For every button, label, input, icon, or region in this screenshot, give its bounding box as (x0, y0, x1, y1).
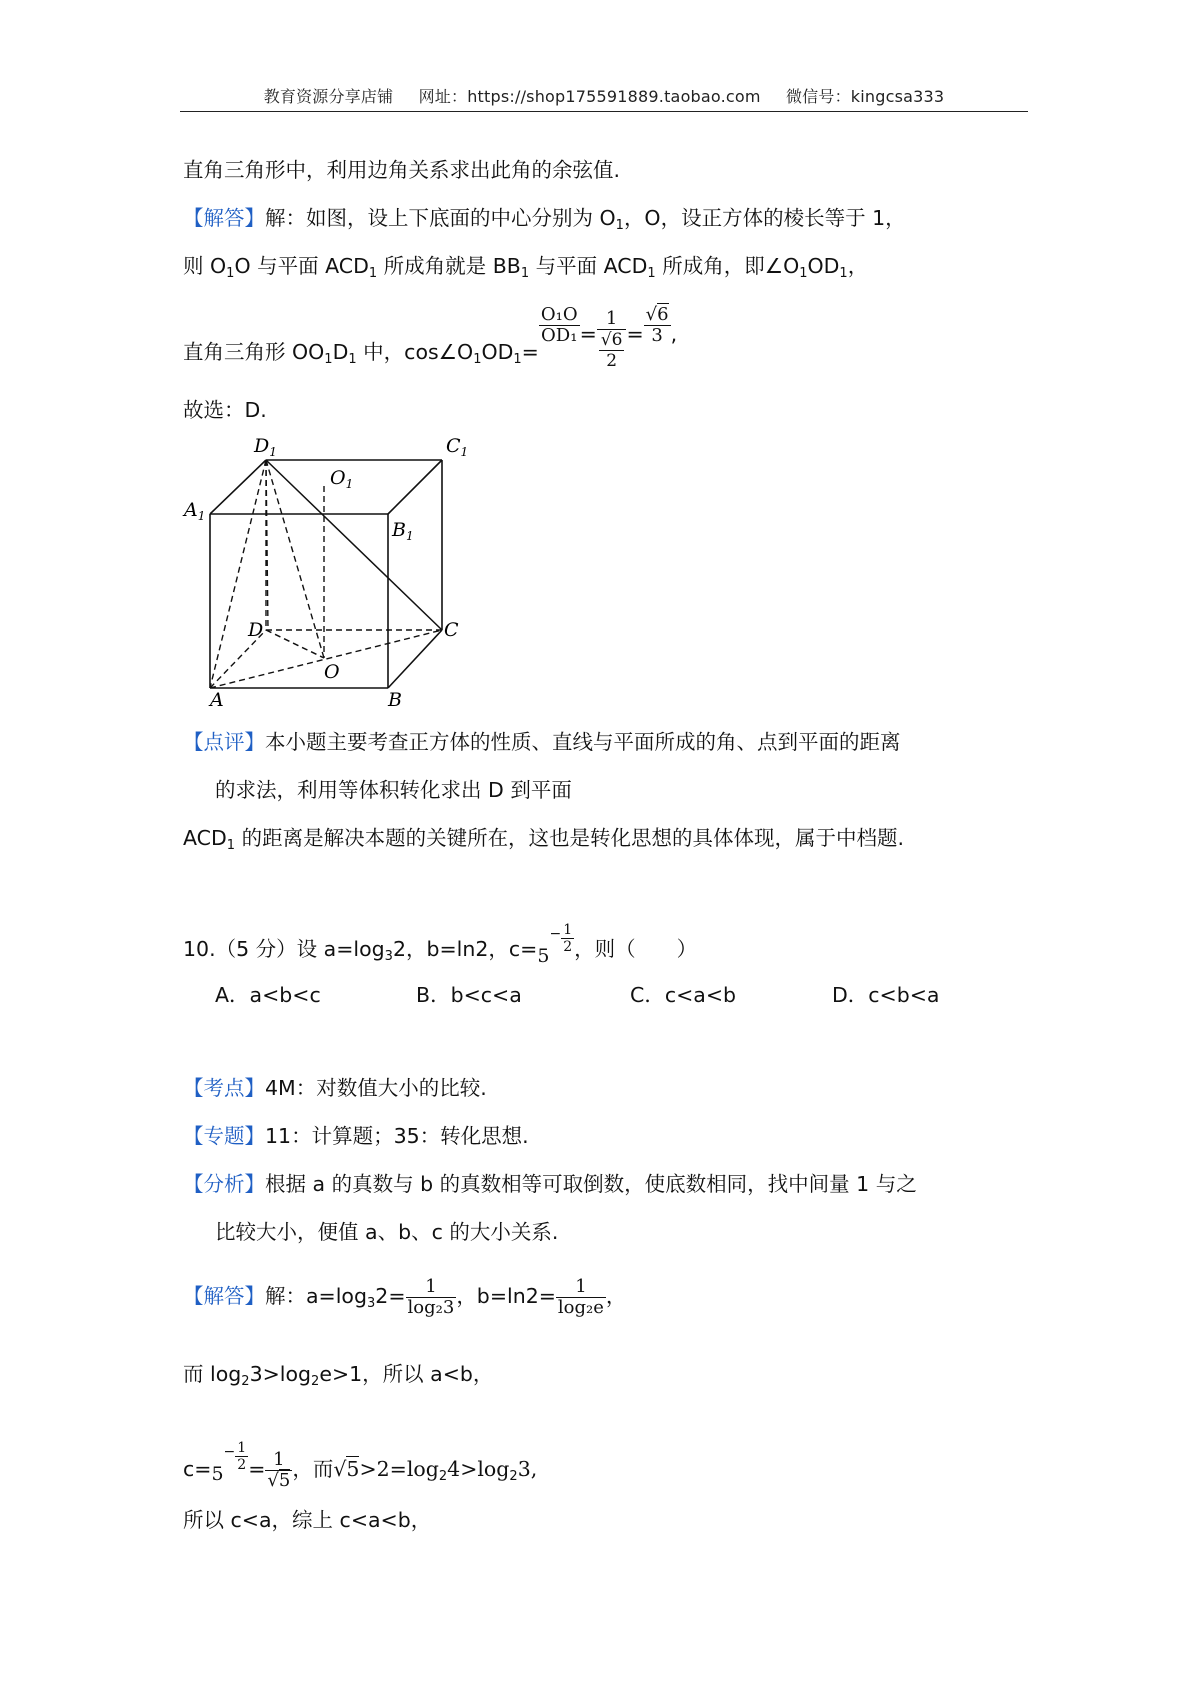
edge-a1-d1 (210, 460, 266, 514)
label-d1: $D_1$ (254, 435, 277, 459)
edge-b1-c1 (388, 460, 442, 514)
sqrt-icon: √ (333, 1457, 347, 1481)
label-a1: $A_1$ (184, 499, 206, 523)
label-b1: $B_1$ (392, 519, 414, 543)
option-b[interactable]: B．b<c<a (416, 983, 522, 1007)
sqrt-icon: √ (267, 1469, 279, 1491)
q10-zhuanti: 【专题】11：计算题；35：转化思想. (183, 1124, 529, 1148)
page-header (180, 84, 1028, 107)
header-divider (180, 111, 1028, 112)
q9-line4-formula: 直角三角形 $OO_1D_1$ 中，$\cos\angle O_1OD_1=$ $\frac{\text{O₁O}}{\text{OD₁}}$ = $\frac{1}{\frac{√6}{2}}$ = $\frac{√6}{3}$ , (183, 304, 678, 371)
sqrt-icon: √ (645, 304, 658, 325)
shop-name: 教育资源分享店铺 (263, 87, 394, 106)
cube-figure (180, 430, 480, 710)
label-o: O (324, 661, 340, 683)
q10-fenxi-line1: 【分析】根据 a 的真数与 b 的真数相等可取倒数，使底数相同，找中间量 1 与之 (183, 1172, 917, 1196)
q10-jieda-line1: 【解答】解：$a=\log_32=$ $\frac{1}{\text{log₂3}}$ ，b=ln2= $\frac{1}{\text{log₂e}}$ ， (183, 1275, 627, 1318)
q9-answer-line: 【解答】解：如图，设上下底面的中心分别为 $O_1$，O，设正方体的棱长等于 1， (183, 206, 906, 233)
q10-fenxi-line2: 比较大小，便值 a、b、c 的大小关系. (215, 1220, 559, 1244)
q9-choose: 故选：D. (183, 398, 267, 422)
option-a[interactable]: A．a<b<c (215, 983, 321, 1007)
edge-b-c (388, 630, 442, 688)
line-d1-a (210, 460, 266, 688)
fraction-sqrt6-3: $\frac{√6}{3}$ (645, 304, 669, 346)
comment-tag: 【点评】 (183, 730, 265, 754)
q9-line3: 则 $O_1O$ 与平面 $ACD_1$ 所成角就是 $BB_1$ 与平面 $ACD_1$ 所成角，即$\angle O_1OD_1$， (183, 254, 869, 281)
line-d-o (266, 630, 324, 658)
label-b: B (388, 689, 402, 710)
shop-url[interactable]: 网址：https://shop175591889.taobao.com (418, 87, 761, 106)
q9-comment-line1: 【点评】本小题主要考查正方体的性质、直线与平面所成的角、点到平面的距离 (183, 730, 901, 754)
label-c1: $C_1$ (446, 435, 469, 459)
fraction-o1o-od1: $\frac{\text{O₁O}}{\text{OD₁}}$ (540, 304, 578, 346)
q9-line1: 直角三角形中，利用边角关系求出此角的余弦值. (183, 158, 621, 182)
label-c: C (444, 619, 459, 641)
option-d[interactable]: D．c<b<a (832, 983, 940, 1007)
q10-stem: 10.（5 分）设 $a=\log_32$，b=ln2，c=5− $\frac{1}{2}$ ，则（ ） (183, 921, 698, 967)
answer-tag: 【解答】 (183, 206, 265, 230)
line-d1-o (266, 460, 324, 658)
option-c[interactable]: C．c<a<b (630, 983, 737, 1007)
wechat-id: 微信号：kingcsa333 (785, 87, 945, 106)
label-d: D (248, 619, 264, 641)
q9-comment-line3: $ACD_1$ 的距离是解决本题的关键所在，这也是转化思想的具体体现，属于中档题. (183, 826, 905, 853)
q10-kaodian: 【考点】4M：对数值大小的比较. (183, 1076, 487, 1100)
q9-comment-line2: 的求法，利用等体积转化求出 D 到平面 (215, 778, 572, 802)
q10-jieda-line4: 所以 c<a，综上 c<a<b， (183, 1508, 432, 1532)
label-o1: $O_1$ (330, 467, 354, 491)
q10-jieda-line3: c=5− $\frac{1}{2}$ = $\frac{1}{√5}$ ，而$√5>2=\log_24>\log_23$, (183, 1439, 538, 1491)
label-a: A (210, 689, 224, 710)
q10-jieda-line2: 而 $\log_23>\log_2e>1$，所以 a<b， (183, 1362, 494, 1389)
fraction-1-over-sqrt6-2: $\frac{1}{\frac{√6}{2}}$ (597, 309, 627, 371)
sqrt-icon: √ (600, 329, 612, 350)
